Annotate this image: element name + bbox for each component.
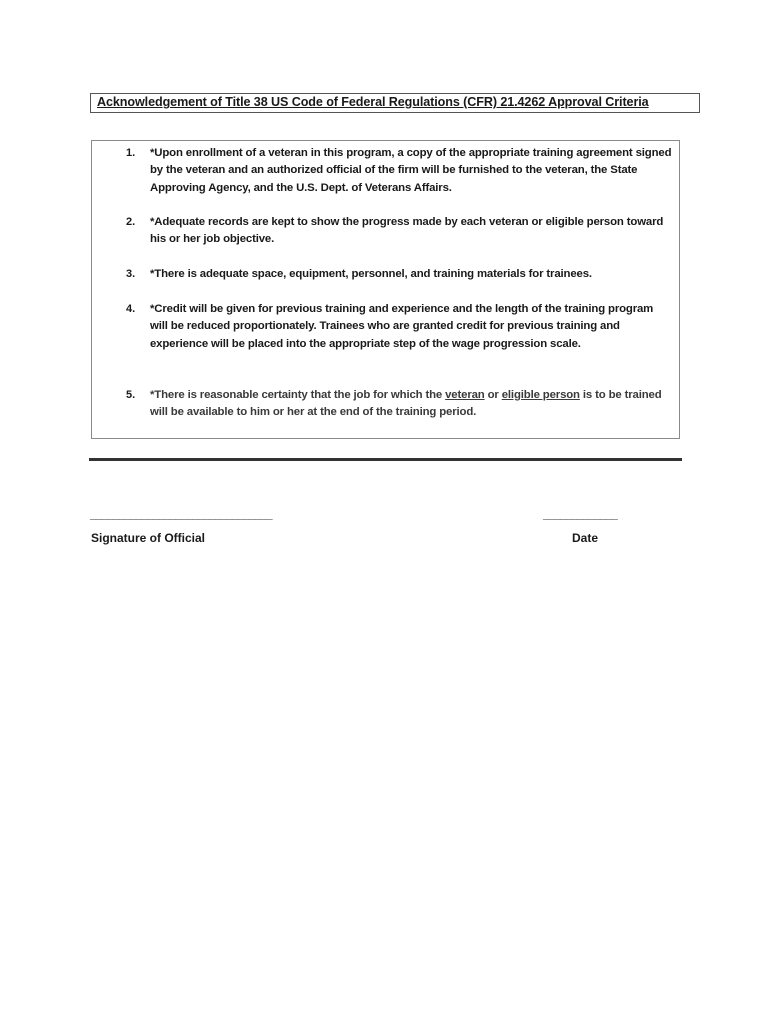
signature-line[interactable]: ________________________________ (90, 507, 272, 521)
criterion-text: *Upon enrollment of a veteran in this program, a copy of the appropriate training agreement signed by the veteran and an authorized official of the firm will be furnished to the veteran, the State Approving Agency, and the U.S. Dept. of Veterans Affairs. (150, 147, 672, 194)
criterion-text-part3: is to be trained will be available to him or her at the end of the training period. (150, 389, 662, 419)
criterion-number: 1. (126, 147, 136, 159)
signature-label: Signature of Official (91, 531, 206, 545)
date-line[interactable]: _____________ (543, 507, 617, 521)
criterion-text: *Credit will be given for previous training and experience and the length of the training program will be reduced proportionately. Trainees who are granted credit for previous training and experience will be placed into the appropriate step of the wage progression scale. (150, 303, 654, 350)
section-divider (89, 458, 682, 461)
criterion-number: 4. (126, 303, 136, 315)
criterion-number: 5. (126, 389, 136, 401)
criterion-number: 2. (126, 216, 136, 228)
eligible-person-link[interactable]: eligible person (501, 389, 580, 401)
criterion-number: 3. (126, 268, 136, 280)
criteria-list (91, 140, 680, 439)
criterion-text (150, 387, 672, 422)
criterion-text-part2: or (484, 389, 502, 401)
document-title-box (90, 93, 700, 113)
document-title: Acknowledgement of Title 38 US Code of Federal Regulations (CFR) 21.4262 Approval Criteria (97, 95, 649, 109)
criterion-text: *Adequate records are kept to show the progress made by each veteran or eligible person toward his or her job objective. (150, 216, 664, 246)
criterion-text-part1: *There is reasonable certainty that the job for which the (150, 389, 446, 401)
veteran-link[interactable]: veteran (445, 389, 485, 401)
criterion-text: *There is adequate space, equipment, personnel, and training materials for trainees. (150, 268, 592, 280)
date-label: Date (572, 531, 599, 545)
